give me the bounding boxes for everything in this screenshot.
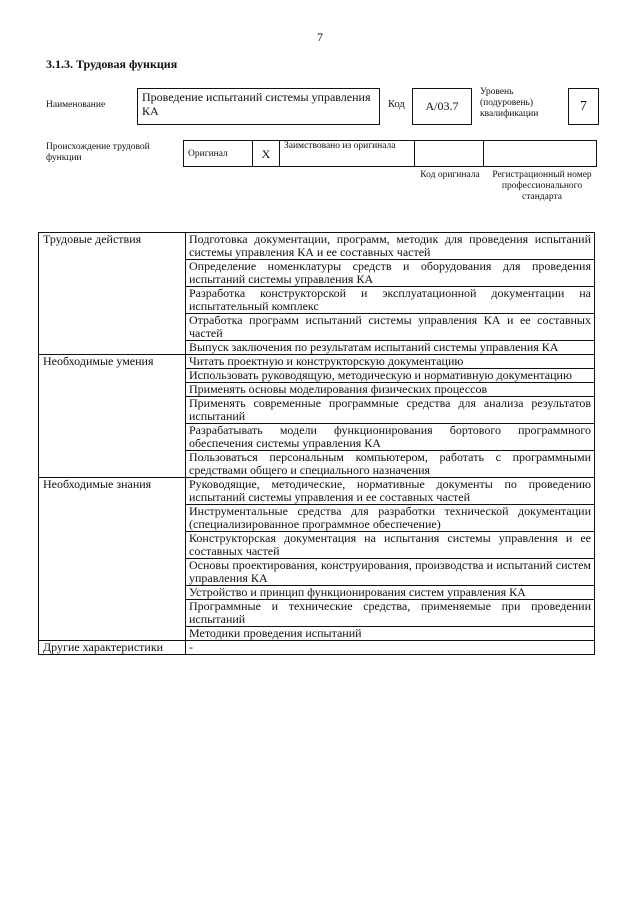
table-cell: Читать проектную и конструкторскую документацию xyxy=(186,355,595,369)
table-row xyxy=(39,478,595,505)
borrowed-label: Заимствовано из оригинала xyxy=(280,141,415,167)
table-cell: - xyxy=(186,641,595,655)
category-label: Необходимые знания xyxy=(39,478,186,641)
origin-label: Происхождение трудовой функции xyxy=(46,142,150,163)
table-cell: Выпуск заключения по результатам испытаний системы управления КА xyxy=(186,341,595,355)
function-name: Проведение испытаний системы управления КА xyxy=(137,88,380,125)
original-mark: Х xyxy=(253,141,280,167)
original-code-cell xyxy=(415,141,484,167)
table-cell: Конструкторская документация на испытания системы управления и ее составных частей xyxy=(186,532,595,559)
table-cell: Подготовка документации, программ, методик для проведения испытаний системы управления КА и ее составных частей xyxy=(186,233,595,260)
table-cell: Программные и технические средства, применяемые при проведении испытаний xyxy=(186,600,595,627)
level-label: Уровень (подуровень) квалификации xyxy=(480,87,539,119)
category-label: Необходимые умения xyxy=(39,355,186,478)
table-cell: Разрабатывать модели функционирования бортового программного обеспечения системы управления КА xyxy=(186,424,595,451)
table-cell: Инструментальные средства для разработки технической документации (специализированное программное обеспечение) xyxy=(186,505,595,532)
section-title: 3.1.3. Трудовая функция xyxy=(46,57,178,71)
table-row xyxy=(39,355,595,369)
table-cell: Определение номенклатуры средств и оборудования для проведения испытаний системы управления КА xyxy=(186,260,595,287)
qualification-level: 7 xyxy=(568,88,599,125)
table-row xyxy=(39,641,595,655)
origin-table xyxy=(183,140,597,167)
table-cell: Использовать руководящую, методическую и нормативную документацию xyxy=(186,369,595,383)
table-cell: Основы проектирования, конструирования, производства и испытаний систем управления КА xyxy=(186,559,595,586)
table-cell: Пользоваться персональным компьютером, работать с программными средствами общего и специального назначения xyxy=(186,451,595,478)
code-label: Код xyxy=(388,99,405,110)
function-code: А/03.7 xyxy=(412,88,472,125)
name-label: Наименование xyxy=(46,100,106,110)
reg-number-cell xyxy=(484,141,597,167)
category-label: Трудовые действия xyxy=(39,233,186,355)
table-row xyxy=(39,233,595,260)
page-number: 7 xyxy=(317,30,323,44)
table-cell: Разработка конструкторской и эксплуатационной документации на испытательный комплекс xyxy=(186,287,595,314)
table-cell: Методики проведения испытаний xyxy=(186,627,595,641)
table-cell: Руководящие, методические, нормативные документы по проведению испытаний системы управления и ее составных частей xyxy=(186,478,595,505)
original-label: Оригинал xyxy=(184,141,253,167)
table-cell: Применять современные программные средства для анализа результатов испытаний xyxy=(186,397,595,424)
function-table xyxy=(38,232,595,655)
reg-caption: Регистрационный номер профессионального стандарта xyxy=(492,170,592,202)
table-cell: Устройство и принцип функционирования систем управления КА xyxy=(186,586,595,600)
category-label: Другие характеристики xyxy=(39,641,186,655)
table-cell: Применять основы моделирования физических процессов xyxy=(186,383,595,397)
table-cell: Отработка программ испытаний системы управления КА и ее составных частей xyxy=(186,314,595,341)
code-caption: Код оригинала xyxy=(420,170,480,180)
